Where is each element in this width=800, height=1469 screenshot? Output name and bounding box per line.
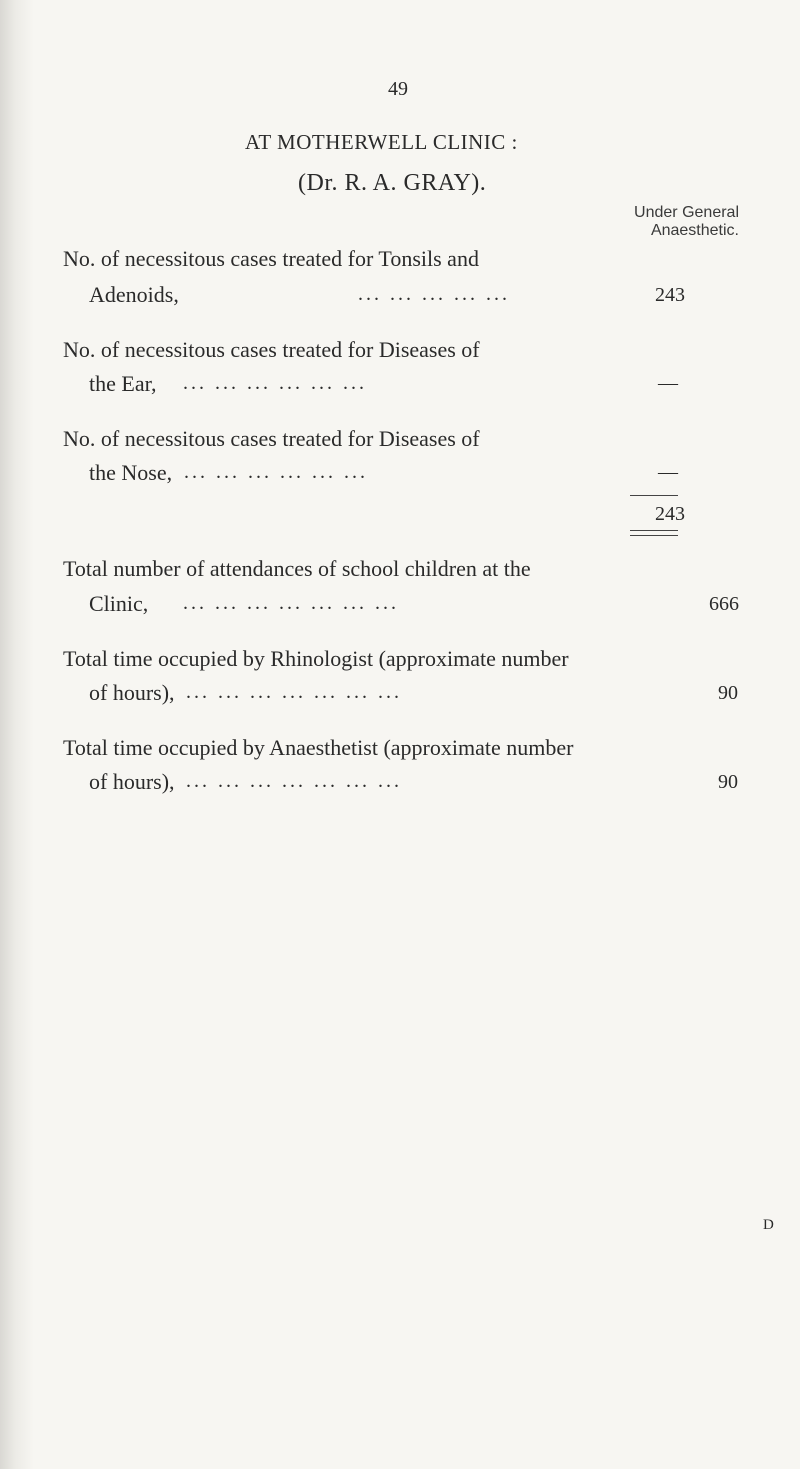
rhinologist-time-line2: of hours), — [89, 680, 175, 705]
rhinologist-time-leader-dots: ... ... ... ... ... ... ... — [186, 681, 402, 703]
column-header-line1: Under General — [634, 204, 739, 221]
page-number: 49 — [388, 78, 408, 100]
column-header — [634, 204, 739, 240]
case-nose-leader-dots: ... ... ... ... ... ... — [184, 461, 368, 483]
column-header-line2: Anaesthetic. — [650, 222, 739, 239]
total-attendances-line1: Total number of attendances of school children at the — [63, 556, 531, 581]
clinic-heading: AT MOTHERWELL CLINIC : — [245, 130, 518, 154]
cases-total-value: 243 — [655, 503, 685, 525]
case-nose-value: — — [658, 461, 678, 483]
case-tonsils-leader-dots: ... ... ... ... ... — [358, 283, 510, 305]
case-ear-leader-dots: ... ... ... ... ... ... — [183, 372, 367, 394]
total-double-rule-top — [630, 530, 678, 531]
total-attendances-line2: Clinic, — [89, 591, 149, 616]
subtotal-rule — [630, 495, 678, 496]
rhinologist-time-value: 90 — [718, 682, 738, 704]
anaesthetist-time-leader-dots: ... ... ... ... ... ... ... — [186, 770, 402, 792]
case-ear-line1: No. of necessitous cases treated for Diseases of — [63, 337, 480, 362]
case-ear-value: — — [658, 372, 678, 394]
anaesthetist-time-line2: of hours), — [89, 769, 175, 794]
case-nose-line1: No. of necessitous cases treated for Diseases of — [63, 426, 480, 451]
anaesthetist-time-line1: Total time occupied by Anaesthetist (approximate number — [63, 735, 574, 760]
page-spine-shadow — [0, 0, 34, 1469]
case-tonsils-line2: Adenoids, — [89, 282, 179, 307]
total-attendances-leader-dots: ... ... ... ... ... ... ... — [183, 592, 399, 614]
case-ear-line2: the Ear, — [89, 371, 157, 396]
case-nose-line2: the Nose, — [89, 460, 173, 485]
signature-mark: D — [763, 1217, 774, 1233]
case-tonsils-line1: No. of necessitous cases treated for Tonsils and — [63, 246, 479, 271]
total-attendances-value: 666 — [709, 593, 739, 615]
rhinologist-time-line1: Total time occupied by Rhinologist (approximate number — [63, 646, 569, 671]
case-tonsils-value: 243 — [655, 284, 685, 306]
doctor-subheading: (Dr. R. A. GRAY). — [298, 170, 487, 196]
total-double-rule-bottom — [630, 535, 678, 536]
anaesthetist-time-value: 90 — [718, 771, 738, 793]
